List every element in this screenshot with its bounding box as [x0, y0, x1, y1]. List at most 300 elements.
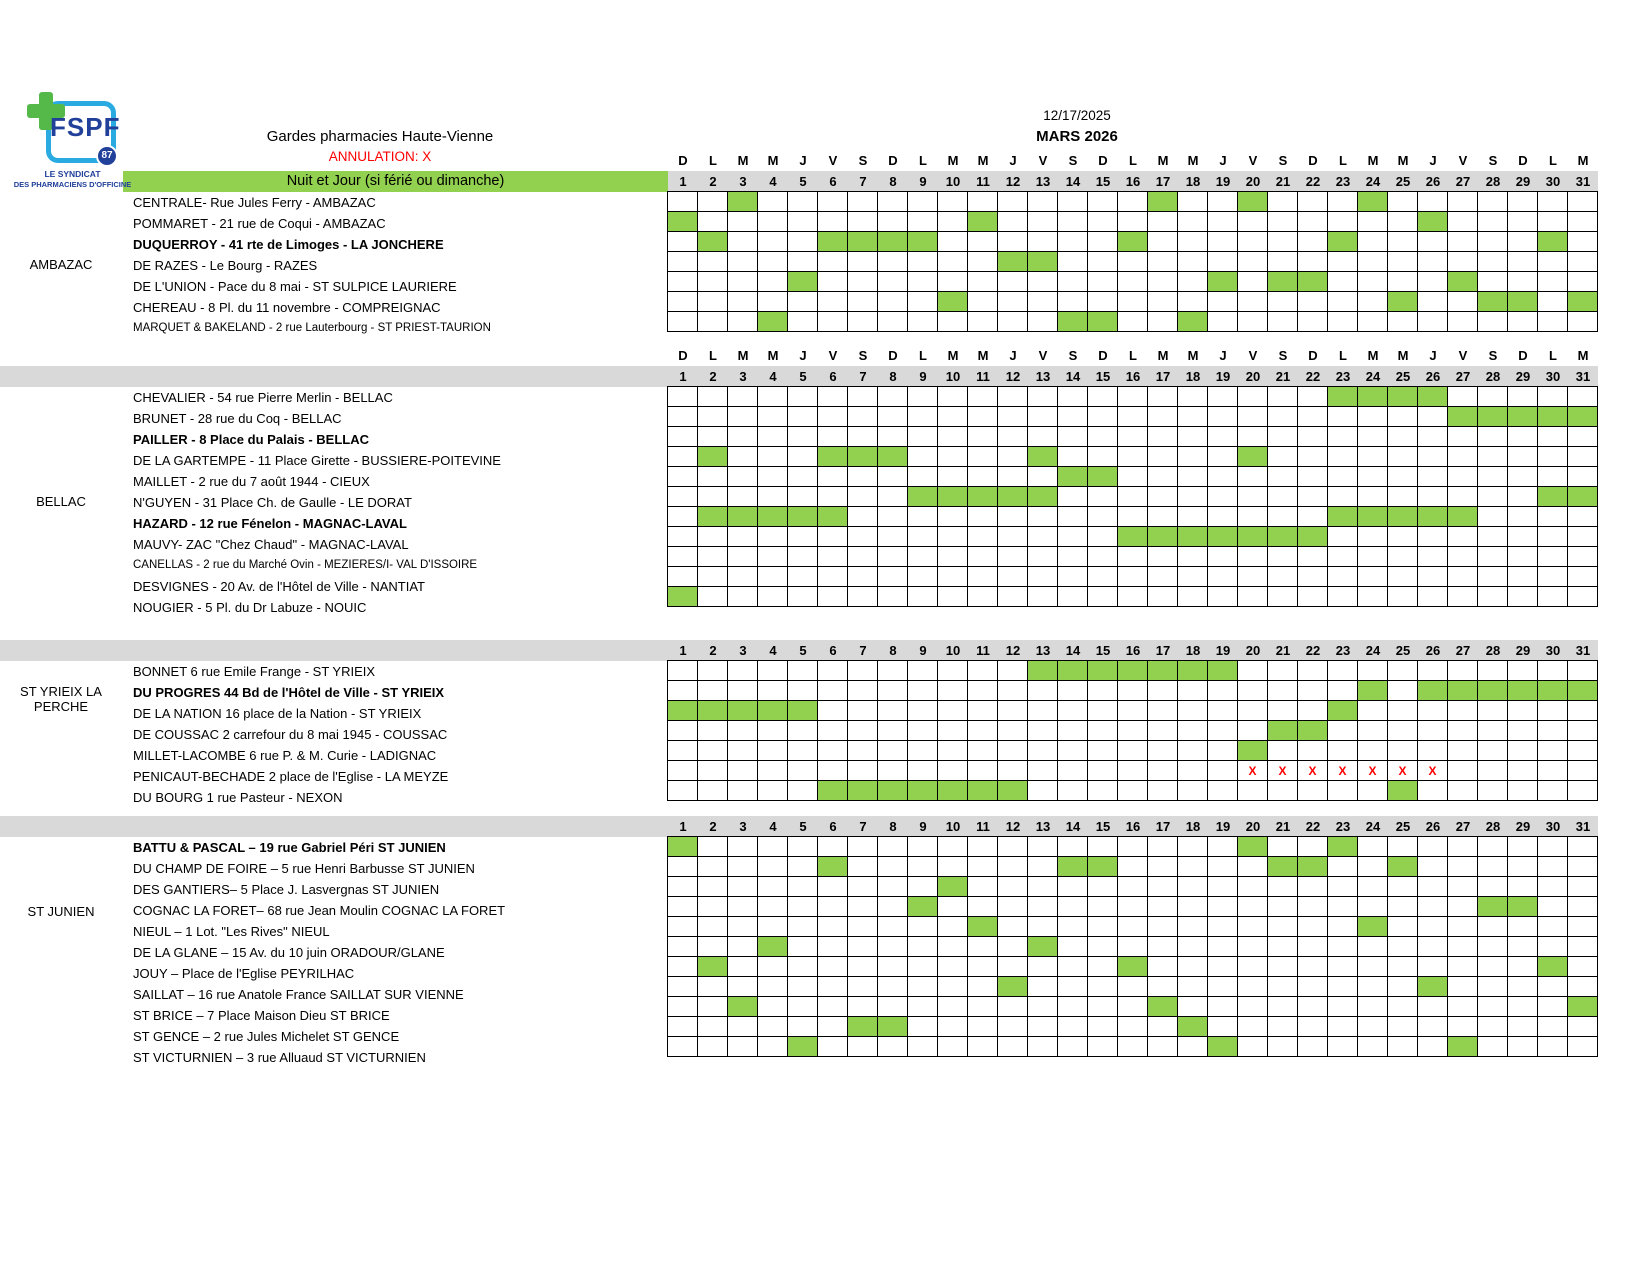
duty-cell — [1298, 681, 1328, 701]
duty-grid — [667, 386, 1598, 607]
generated-date: 12/17/2025 — [1043, 108, 1111, 123]
duty-cell — [1358, 487, 1388, 507]
duty-cell — [728, 957, 758, 977]
day-letter: M — [1187, 348, 1199, 363]
duty-cell — [1178, 567, 1208, 587]
duty-cell — [788, 877, 818, 897]
duty-cell-on — [1568, 487, 1598, 507]
pharmacy-name: BATTU & PASCAL – 19 rue Gabriel Péri ST JUNIEN — [133, 840, 446, 855]
duty-cell — [1568, 741, 1598, 761]
duty-cell — [1508, 1037, 1538, 1057]
duty-cell — [848, 917, 878, 937]
duty-cell — [1148, 917, 1178, 937]
duty-cell — [968, 721, 998, 741]
duty-cell — [1358, 721, 1388, 741]
duty-cell — [698, 781, 728, 801]
duty-cell-on — [968, 487, 998, 507]
duty-cell — [1448, 232, 1478, 252]
duty-cell — [1298, 587, 1328, 607]
duty-cell-on — [1028, 252, 1058, 272]
day-letter: M — [977, 348, 989, 363]
duty-cell-on — [758, 312, 788, 332]
duty-cell — [1208, 487, 1238, 507]
day-number: 22 — [1305, 369, 1321, 384]
duty-cell — [998, 587, 1028, 607]
day-number: 26 — [1425, 369, 1441, 384]
duty-cell — [1508, 252, 1538, 272]
day-number: 14 — [1065, 174, 1081, 189]
duty-cell — [998, 567, 1028, 587]
duty-cell — [848, 252, 878, 272]
duty-cell-on — [1178, 312, 1208, 332]
duty-cell — [1088, 272, 1118, 292]
day-number: 9 — [919, 819, 927, 834]
duty-cell — [968, 507, 998, 527]
duty-cell — [818, 252, 848, 272]
duty-cell — [788, 292, 818, 312]
duty-cell — [728, 857, 758, 877]
duty-cell — [1268, 837, 1298, 857]
duty-cell — [998, 721, 1028, 741]
duty-cell — [878, 917, 908, 937]
day-letter: M — [737, 348, 749, 363]
duty-cell — [1568, 917, 1598, 937]
duty-cell — [1388, 681, 1418, 701]
duty-cell — [758, 1037, 788, 1057]
day-number: 26 — [1425, 174, 1441, 189]
duty-cell — [668, 761, 698, 781]
day-letter: D — [1308, 153, 1318, 168]
duty-cell — [848, 467, 878, 487]
day-number: 16 — [1125, 643, 1141, 658]
duty-cell-on — [1388, 387, 1418, 407]
day-letter: V — [828, 348, 838, 363]
duty-cell — [1178, 212, 1208, 232]
duty-cell — [1478, 877, 1508, 897]
duty-cell — [698, 527, 728, 547]
duty-cell — [998, 661, 1028, 681]
duty-cell-on — [1538, 957, 1568, 977]
duty-cell — [1568, 252, 1598, 272]
duty-cell-on — [1448, 507, 1478, 527]
duty-cell-on — [1238, 447, 1268, 467]
duty-cell — [1508, 1017, 1538, 1037]
duty-cell — [908, 741, 938, 761]
duty-cell — [1418, 661, 1448, 681]
duty-cell — [1238, 661, 1268, 681]
duty-cell — [968, 252, 998, 272]
duty-cell-on — [1388, 292, 1418, 312]
duty-cell — [1148, 447, 1178, 467]
duty-cell — [1208, 232, 1238, 252]
pharmacy-duty-row — [668, 681, 1598, 701]
duty-cell — [1298, 387, 1328, 407]
duty-cell — [1508, 917, 1538, 937]
duty-cell — [818, 897, 848, 917]
duty-cell-on — [968, 212, 998, 232]
duty-cell-on — [1268, 721, 1298, 741]
duty-cell — [1568, 312, 1598, 332]
duty-cell — [1088, 1037, 1118, 1057]
duty-grid — [667, 836, 1598, 1057]
duty-cell — [1118, 292, 1148, 312]
duty-cell — [968, 681, 998, 701]
duty-cell — [1538, 272, 1568, 292]
duty-cell — [1448, 917, 1478, 937]
duty-cell — [1178, 917, 1208, 937]
pharmacy-duty-row — [668, 837, 1598, 857]
day-number: 19 — [1215, 174, 1231, 189]
duty-cell-on — [1538, 407, 1568, 427]
duty-cell — [788, 837, 818, 857]
duty-cell — [758, 587, 788, 607]
duty-cell — [1208, 897, 1238, 917]
duty-cell — [668, 1017, 698, 1037]
duty-cell — [878, 741, 908, 761]
duty-cell-on — [1208, 272, 1238, 292]
duty-cell — [698, 587, 728, 607]
duty-cell — [1238, 252, 1268, 272]
duty-cell — [1028, 427, 1058, 447]
duty-cell — [938, 701, 968, 721]
duty-cell — [728, 447, 758, 467]
duty-cell — [1328, 977, 1358, 997]
duty-cell — [788, 897, 818, 917]
day-letter: S — [1278, 348, 1288, 363]
duty-cell — [1568, 1037, 1598, 1057]
duty-cell — [878, 387, 908, 407]
duty-cell — [1208, 252, 1238, 272]
duty-cell — [818, 701, 848, 721]
duty-cell — [1088, 252, 1118, 272]
duty-cell — [788, 917, 818, 937]
duty-cell — [1118, 761, 1148, 781]
duty-cell — [1058, 781, 1088, 801]
duty-cell — [1268, 292, 1298, 312]
day-number: 29 — [1515, 819, 1531, 834]
duty-cell — [1148, 741, 1178, 761]
duty-cell-on — [1358, 507, 1388, 527]
duty-cell — [1388, 407, 1418, 427]
duty-cell — [1208, 292, 1238, 312]
duty-cell — [878, 761, 908, 781]
duty-cell — [848, 487, 878, 507]
duty-cell — [998, 467, 1028, 487]
day-letter: D — [1098, 348, 1108, 363]
duty-cell — [728, 387, 758, 407]
duty-cell — [1148, 781, 1178, 801]
day-number: 23 — [1335, 369, 1351, 384]
day-number: 18 — [1185, 174, 1201, 189]
duty-cell — [968, 447, 998, 467]
duty-cell — [1388, 721, 1418, 741]
duty-cell — [698, 741, 728, 761]
duty-cell — [758, 741, 788, 761]
duty-cell-on — [728, 701, 758, 721]
duty-cell — [1148, 407, 1178, 427]
pharmacy-name: BRUNET - 28 rue du Coq - BELLAC — [133, 411, 342, 426]
day-number: 1 — [679, 643, 687, 658]
duty-cell — [1328, 587, 1358, 607]
day-letter: J — [1009, 153, 1017, 168]
duty-cell — [908, 312, 938, 332]
day-letter: V — [1248, 348, 1258, 363]
duty-cell-on — [1118, 232, 1148, 252]
day-number: 25 — [1395, 369, 1411, 384]
duty-cell — [758, 857, 788, 877]
duty-cell — [1208, 837, 1238, 857]
duty-cell — [698, 721, 728, 741]
duty-cell — [728, 977, 758, 997]
duty-cell — [1328, 527, 1358, 547]
duty-cell — [1208, 977, 1238, 997]
duty-cell — [1208, 312, 1238, 332]
duty-cell — [998, 312, 1028, 332]
duty-cell — [1178, 387, 1208, 407]
duty-cell — [698, 272, 728, 292]
duty-cell — [1268, 447, 1298, 467]
day-number: 6 — [829, 174, 837, 189]
duty-cell — [758, 567, 788, 587]
day-letter: S — [1278, 153, 1288, 168]
day-letter: L — [1129, 153, 1137, 168]
duty-cell — [758, 407, 788, 427]
duty-cell — [1208, 761, 1238, 781]
duty-cell — [1238, 681, 1268, 701]
duty-cell-on — [1418, 507, 1448, 527]
duty-cell — [1358, 272, 1388, 292]
day-number: 11 — [976, 819, 990, 834]
duty-cell — [1418, 837, 1448, 857]
duty-cell — [1058, 681, 1088, 701]
duty-cell — [968, 427, 998, 447]
duty-cell — [728, 721, 758, 741]
duty-cell-on — [1268, 527, 1298, 547]
pharmacy-duty-row — [668, 527, 1598, 547]
pharmacy-name: N'GUYEN - 31 Place Ch. de Gaulle - LE DORAT — [133, 495, 412, 510]
duty-cell — [1028, 312, 1058, 332]
duty-cell — [1058, 977, 1088, 997]
duty-cell — [758, 1017, 788, 1037]
duty-cell — [908, 427, 938, 447]
duty-cell-cancelled: X — [1358, 761, 1388, 781]
month-title: MARS 2026 — [1036, 128, 1118, 145]
duty-cell-on — [938, 487, 968, 507]
duty-cell — [1508, 212, 1538, 232]
duty-cell — [1028, 547, 1058, 567]
duty-cell — [848, 292, 878, 312]
duty-cell — [1148, 857, 1178, 877]
duty-cell — [1328, 407, 1358, 427]
duty-cell-on — [1328, 507, 1358, 527]
duty-cell — [1058, 1017, 1088, 1037]
duty-cell — [1418, 587, 1448, 607]
day-letter: L — [1549, 153, 1557, 168]
duty-cell — [1178, 741, 1208, 761]
duty-cell — [1568, 272, 1598, 292]
duty-cell — [1088, 701, 1118, 721]
duty-cell — [1148, 897, 1178, 917]
duty-cell — [758, 957, 788, 977]
duty-cell — [1388, 977, 1418, 997]
duty-cell — [1508, 547, 1538, 567]
duty-cell — [1448, 212, 1478, 232]
duty-cell — [1118, 741, 1148, 761]
duty-cell — [788, 547, 818, 567]
duty-cell — [1268, 252, 1298, 272]
duty-cell — [1088, 917, 1118, 937]
duty-cell — [908, 857, 938, 877]
day-number: 31 — [1575, 819, 1591, 834]
duty-cell — [1148, 721, 1178, 741]
duty-cell — [968, 957, 998, 977]
duty-cell-on — [1478, 681, 1508, 701]
duty-cell — [1148, 1017, 1178, 1037]
duty-cell-on — [1568, 681, 1598, 701]
duty-cell — [1028, 877, 1058, 897]
day-number: 20 — [1245, 643, 1261, 658]
duty-cell — [968, 761, 998, 781]
duty-cell — [788, 761, 818, 781]
duty-cell — [1448, 761, 1478, 781]
duty-cell-on — [998, 487, 1028, 507]
duty-cell — [1478, 467, 1508, 487]
duty-cell — [1028, 1037, 1058, 1057]
duty-cell — [938, 897, 968, 917]
day-number: 22 — [1305, 174, 1321, 189]
pharmacy-name: JOUY – Place de l'Eglise PEYRILHAC — [133, 966, 355, 981]
duty-cell — [1268, 661, 1298, 681]
duty-cell — [698, 837, 728, 857]
duty-cell — [1178, 487, 1208, 507]
day-number: 19 — [1215, 819, 1231, 834]
duty-cell — [1448, 741, 1478, 761]
duty-cell — [788, 252, 818, 272]
day-number: 6 — [829, 643, 837, 658]
duty-cell — [1538, 741, 1568, 761]
duty-cell — [1538, 997, 1568, 1017]
duty-cell — [938, 721, 968, 741]
duty-cell — [1118, 567, 1148, 587]
duty-cell-on — [758, 937, 788, 957]
duty-cell-on — [878, 1017, 908, 1037]
pharmacy-duty-row — [668, 997, 1598, 1017]
duty-cell — [1328, 781, 1358, 801]
duty-cell-on — [1118, 661, 1148, 681]
duty-cell — [1058, 567, 1088, 587]
duty-cell — [1238, 781, 1268, 801]
duty-cell — [1538, 447, 1568, 467]
duty-cell — [848, 507, 878, 527]
duty-cell — [728, 837, 758, 857]
day-number: 31 — [1575, 174, 1591, 189]
duty-cell — [1178, 252, 1208, 272]
duty-cell — [1148, 212, 1178, 232]
duty-cell — [758, 487, 788, 507]
duty-cell — [728, 681, 758, 701]
duty-cell — [1328, 1017, 1358, 1037]
duty-cell — [1328, 212, 1358, 232]
duty-cell — [788, 232, 818, 252]
duty-cell — [1478, 212, 1508, 232]
day-number: 4 — [769, 819, 777, 834]
duty-cell — [728, 937, 758, 957]
duty-cell — [938, 957, 968, 977]
duty-cell — [1268, 547, 1298, 567]
duty-cell — [1448, 701, 1478, 721]
duty-cell — [848, 587, 878, 607]
pharmacy-name: POMMARET - 21 rue de Coqui - AMBAZAC — [133, 216, 386, 231]
day-letter: D — [1518, 348, 1528, 363]
pharmacy-duty-row — [668, 467, 1598, 487]
duty-cell — [1148, 837, 1178, 857]
pharmacy-duty-row — [668, 917, 1598, 937]
duty-cell — [1328, 897, 1358, 917]
duty-cell-on — [1208, 527, 1238, 547]
day-letter: V — [1458, 153, 1468, 168]
duty-cell-on — [818, 447, 848, 467]
section-label: ST YRIEIX LA PERCHE — [20, 684, 102, 714]
duty-cell — [698, 252, 728, 272]
day-letter: D — [1518, 153, 1528, 168]
day-number: 19 — [1215, 369, 1231, 384]
duty-cell — [1538, 527, 1568, 547]
duty-cell — [878, 587, 908, 607]
duty-cell-on — [878, 781, 908, 801]
duty-cell — [1298, 917, 1328, 937]
duty-cell-cancelled: X — [1238, 761, 1268, 781]
day-number: 23 — [1335, 174, 1351, 189]
duty-cell — [1358, 547, 1388, 567]
duty-cell — [1268, 312, 1298, 332]
duty-cell-on — [1028, 447, 1058, 467]
duty-cell — [1268, 877, 1298, 897]
day-number: 9 — [919, 643, 927, 658]
duty-cell — [878, 837, 908, 857]
day-number: 14 — [1065, 643, 1081, 658]
duty-cell — [878, 547, 908, 567]
duty-cell — [1118, 977, 1148, 997]
duty-cell — [1238, 587, 1268, 607]
duty-cell — [1358, 837, 1388, 857]
day-letter: J — [799, 153, 807, 168]
day-number: 4 — [769, 369, 777, 384]
duty-cell — [1238, 897, 1268, 917]
duty-cell — [668, 192, 698, 212]
duty-cell — [1238, 937, 1268, 957]
duty-cell — [788, 487, 818, 507]
day-letter: L — [709, 348, 717, 363]
duty-cell — [1388, 272, 1418, 292]
duty-cell — [938, 427, 968, 447]
duty-cell — [1478, 977, 1508, 997]
duty-cell — [968, 701, 998, 721]
duty-cell — [878, 252, 908, 272]
duty-cell-on — [1418, 681, 1448, 701]
duty-cell — [1148, 507, 1178, 527]
duty-cell — [1118, 997, 1148, 1017]
duty-cell-on — [1298, 527, 1328, 547]
duty-cell — [998, 427, 1028, 447]
day-letter: M — [1367, 348, 1379, 363]
duty-cell — [1568, 721, 1598, 741]
duty-cell — [1178, 837, 1208, 857]
duty-cell — [1208, 567, 1238, 587]
duty-cell — [998, 701, 1028, 721]
duty-cell-on — [1358, 387, 1388, 407]
duty-cell — [1568, 661, 1598, 681]
duty-cell — [758, 252, 788, 272]
